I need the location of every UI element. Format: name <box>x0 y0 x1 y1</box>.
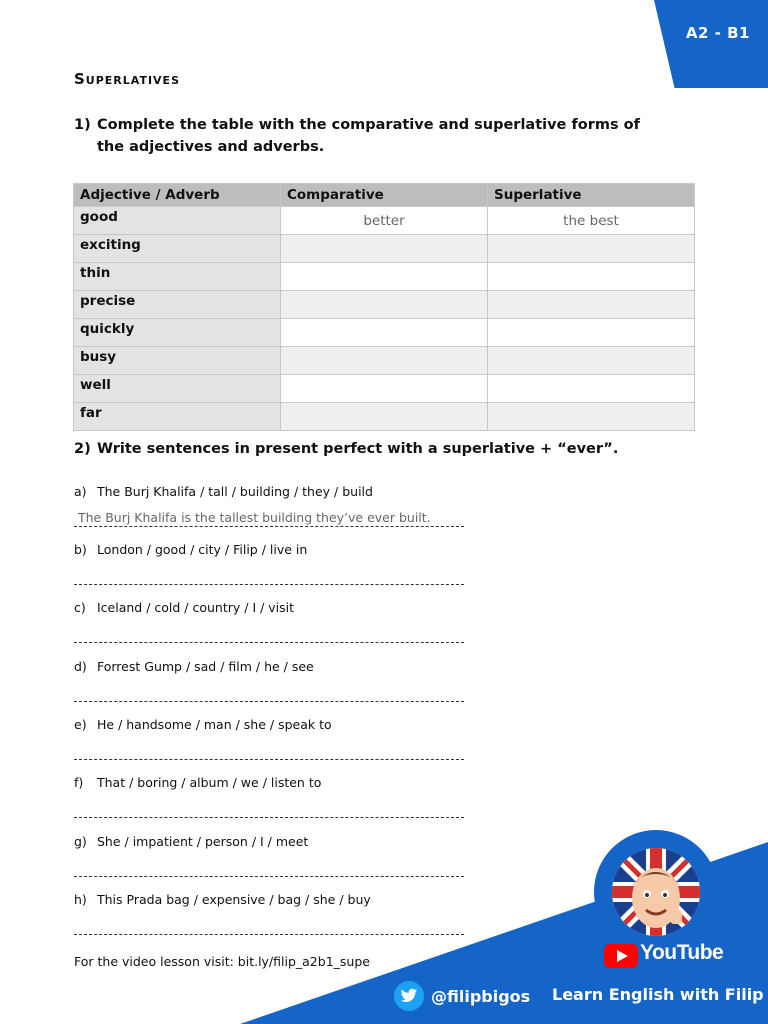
comparative-cell[interactable] <box>281 235 488 263</box>
adjective-cell: good <box>74 207 281 235</box>
item-prompt: She / impatient / person / I / meet <box>97 834 309 849</box>
superlative-cell[interactable] <box>488 263 695 291</box>
table-row <box>74 263 695 291</box>
adjective-cell: far <box>74 403 281 431</box>
table-row <box>74 347 695 375</box>
item-letter: c) <box>74 600 86 615</box>
table-header: Comparative <box>281 184 488 207</box>
exercise-item <box>74 484 373 499</box>
exercise-item <box>74 659 314 674</box>
question-1-text: Complete the table with the comparative and superlative forms of the adjectives and adverbs. <box>97 117 640 155</box>
table-header: Adjective / Adverb <box>74 184 281 207</box>
exercise-item <box>74 542 307 557</box>
item-prompt: He / handsome / man / she / speak to <box>97 717 332 732</box>
superlative-cell[interactable] <box>488 347 695 375</box>
item-letter: g) <box>74 834 87 849</box>
adjective-cell: well <box>74 375 281 403</box>
comparative-cell[interactable]: better <box>281 207 488 235</box>
answer-line[interactable] <box>74 918 464 935</box>
level-corner-badge <box>654 0 768 88</box>
item-prompt: Forrest Gump / sad / film / he / see <box>97 659 314 674</box>
adjective-cell: exciting <box>74 235 281 263</box>
table-row <box>74 235 695 263</box>
item-letter: e) <box>74 717 87 732</box>
table-row <box>74 207 695 235</box>
twitter-handle: @filipbigos <box>431 986 531 1006</box>
superlative-cell[interactable] <box>488 291 695 319</box>
level-label: A2 - B1 <box>685 24 750 42</box>
question-1-number: 1) <box>74 117 91 133</box>
question-1 <box>74 114 657 158</box>
comparative-cell[interactable] <box>281 347 488 375</box>
page-title: Superlatives <box>74 70 180 88</box>
youtube-label[interactable]: YouTube <box>640 941 724 964</box>
question-2-text: Write sentences in present perfect with a superlative + “ever”. <box>97 441 619 457</box>
video-lesson-link[interactable]: For the video lesson visit: bit.ly/filip_a2b1_supe <box>74 954 370 969</box>
adjective-cell: thin <box>74 263 281 291</box>
table-row <box>74 375 695 403</box>
exercise-item <box>74 600 294 615</box>
superlative-cell[interactable] <box>488 403 695 431</box>
exercise-item <box>74 717 332 732</box>
table-header: Superlative <box>488 184 695 207</box>
question-2 <box>74 438 657 460</box>
item-letter: h) <box>74 892 87 907</box>
answer-line[interactable] <box>74 568 464 585</box>
answer-line[interactable] <box>74 860 464 877</box>
superlative-cell[interactable]: the best <box>488 207 695 235</box>
twitter-icon <box>394 981 424 1011</box>
answer-line[interactable] <box>74 743 464 760</box>
comparative-cell[interactable] <box>281 263 488 291</box>
twitter-handle-link[interactable] <box>394 981 530 1011</box>
exercise-item <box>74 892 371 907</box>
table-row <box>74 319 695 347</box>
answer-line[interactable] <box>74 685 464 702</box>
answer-line[interactable]: The Burj Khalifa is the tallest building they’ve ever built. <box>74 510 464 527</box>
item-prompt: This Prada bag / expensive / bag / she / buy <box>97 892 371 907</box>
adjective-cell: precise <box>74 291 281 319</box>
adjective-cell: busy <box>74 347 281 375</box>
item-prompt: The Burj Khalifa / tall / building / they / build <box>97 484 373 499</box>
item-prompt: Iceland / cold / country / I / visit <box>97 600 295 615</box>
comparative-cell[interactable] <box>281 291 488 319</box>
superlative-cell[interactable] <box>488 319 695 347</box>
answer-line[interactable] <box>74 626 464 643</box>
comparative-cell[interactable] <box>281 319 488 347</box>
exercise-item <box>74 834 308 849</box>
avatar-image <box>612 848 700 936</box>
table-row <box>74 403 695 431</box>
answer-line[interactable] <box>74 801 464 818</box>
table-row <box>74 291 695 319</box>
comparative-cell[interactable] <box>281 403 488 431</box>
item-prompt: London / good / city / Filip / live in <box>97 542 308 557</box>
table-header-row <box>74 184 695 207</box>
avatar <box>594 830 718 954</box>
exercise-item <box>74 775 321 790</box>
item-letter: a) <box>74 484 87 499</box>
brand-label: Learn English with Filip <box>552 985 764 1004</box>
question-2-number: 2) <box>74 441 91 457</box>
uk-flag-cartoon-icon <box>612 848 700 936</box>
adjective-cell: quickly <box>74 319 281 347</box>
item-prompt: That / boring / album / we / listen to <box>97 775 322 790</box>
superlative-cell[interactable] <box>488 235 695 263</box>
comparative-cell[interactable] <box>281 375 488 403</box>
superlative-cell[interactable] <box>488 375 695 403</box>
forms-table <box>73 183 695 431</box>
item-letter: f) <box>74 775 84 790</box>
item-letter: b) <box>74 542 87 557</box>
item-letter: d) <box>74 659 87 674</box>
